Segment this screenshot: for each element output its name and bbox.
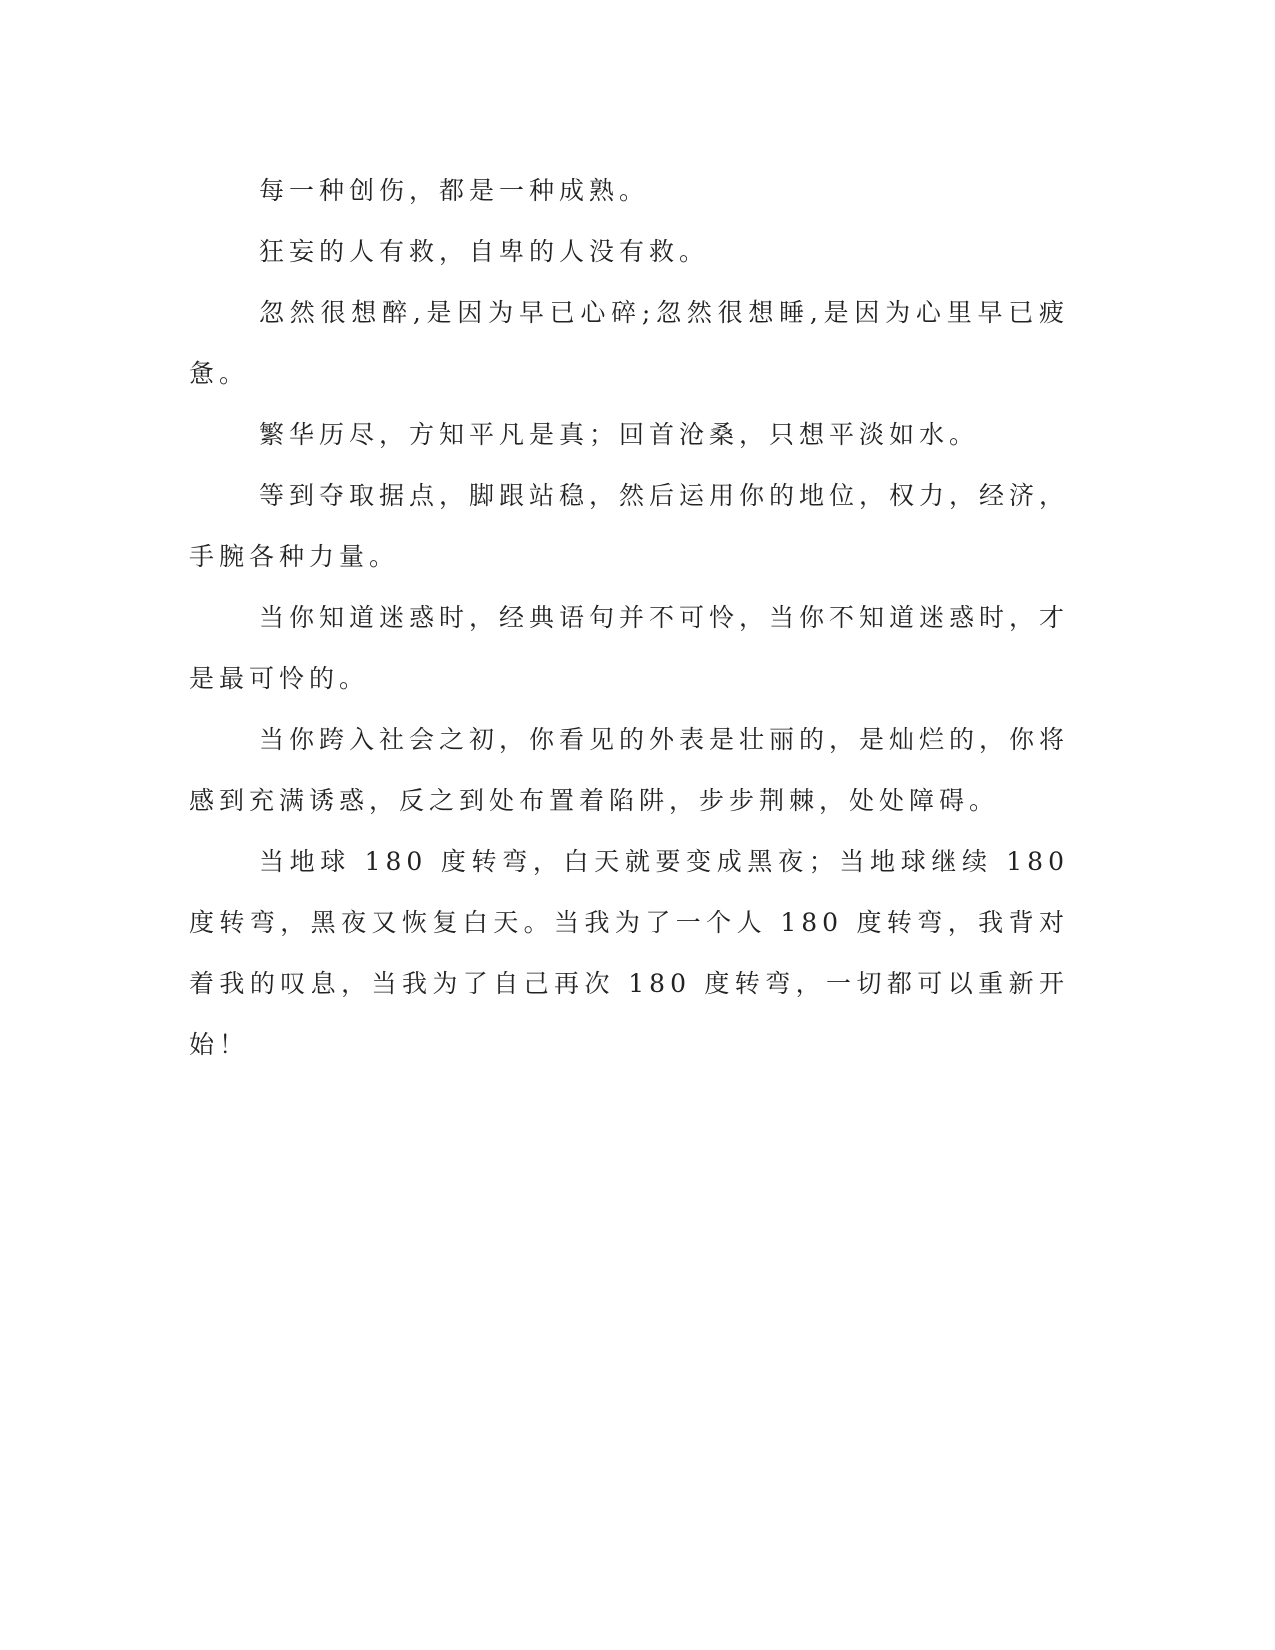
paragraph-2: 狂妄的人有救，自卑的人没有救。 <box>259 237 710 266</box>
paragraph-4: 繁华历尽，方知平凡是真；回首沧桑，只想平淡如水。 <box>259 420 980 449</box>
paragraph-6: 当你知道迷惑时，经典语句并不可怜，当你不知道迷惑时，才是最可怜的。 <box>189 603 1070 693</box>
paragraph-5: 等到夺取据点，脚跟站稳，然后运用你的地位，权力，经济，手腕各种力量。 <box>189 481 1070 571</box>
document-body <box>189 160 1069 1075</box>
paragraph-8: 当地球 180 度转弯，白天就要变成黑夜；当地球继续 180 度转弯，黑夜又恢复白天。当我为了一个人 180 度转弯，我背对着我的叹息，当我为了自己再次 180 度转弯，一切都可以重新开始！ <box>189 847 1069 1059</box>
paragraph-1: 每一种创伤，都是一种成熟。 <box>259 176 650 205</box>
paragraph-3: 忽然很想醉,是因为早已心碎;忽然很想睡,是因为心里早已疲惫。 <box>189 298 1069 388</box>
paragraph-7: 当你跨入社会之初，你看见的外表是壮丽的，是灿烂的，你将感到充满诱惑，反之到处布置着陷阱，步步荆棘，处处障碍。 <box>189 725 1070 815</box>
